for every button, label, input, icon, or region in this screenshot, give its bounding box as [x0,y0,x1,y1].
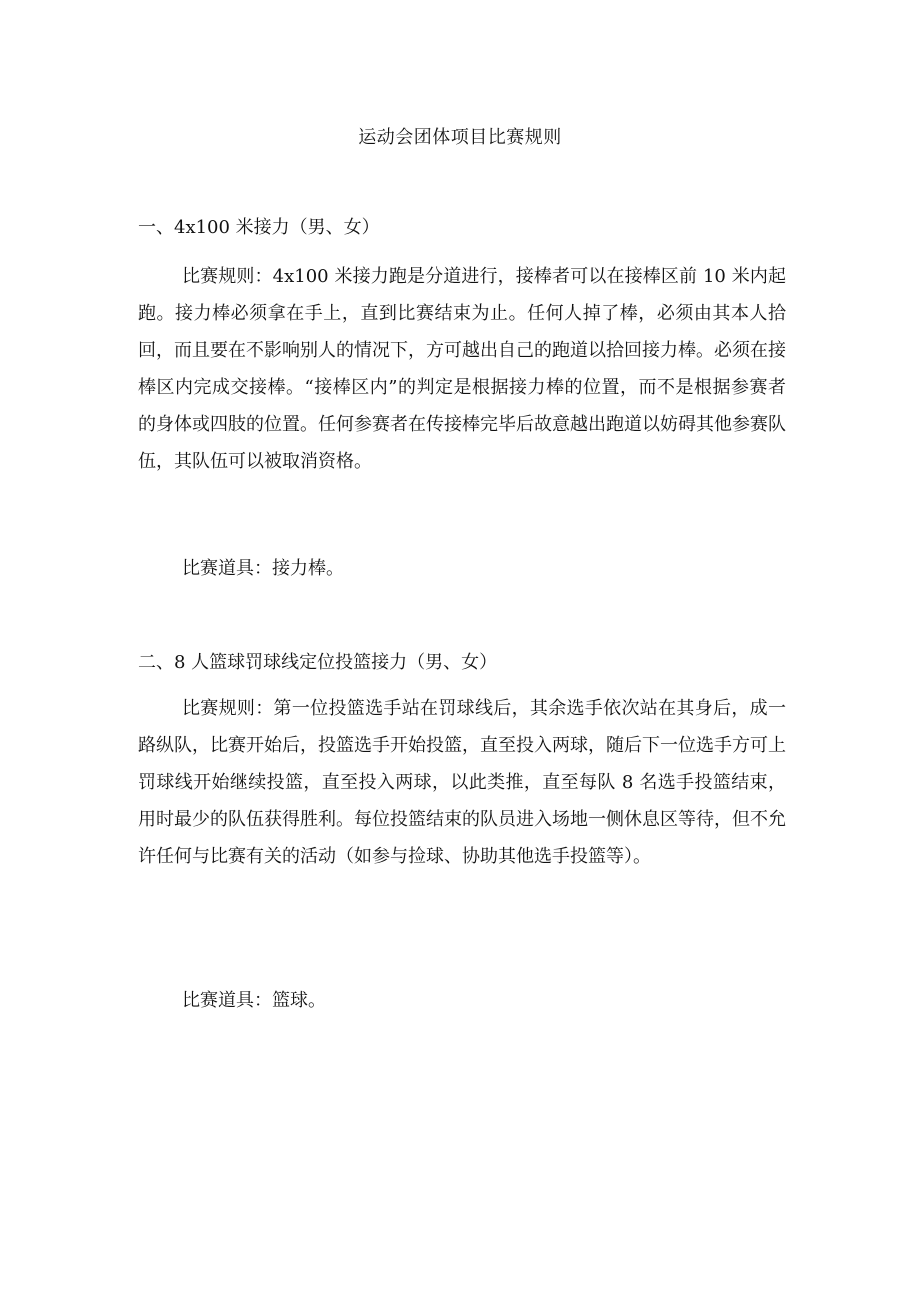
section-props-basketball: 比赛道具：篮球。 [182,990,326,1011]
section-props-relay: 比赛道具：接力棒。 [182,558,344,579]
document-title: 运动会团体项目比赛规则 [358,127,562,148]
section-rules-basketball: 比赛规则：第一位投篮选手站在罚球线后，其余选手依次站在其身后，成一路纵队，比赛开始后，投篮选手开始投篮，直至投入两球，随后下一位选手方可上罚球线开始继续投篮，直至投入两球，以此类推，直至每队 8 名选手投篮结束，用时最少的队伍获得胜利。每位投篮结束的队员进入场地一侧休息区等待，但不允许任何与比赛有关的活动（如参与捡球、协助其他选手投篮等）。 [138,698,786,867]
section-heading-relay: 一、4x100 米接力（男、女） [138,217,380,238]
section-heading-basketball: 二、8 人篮球罚球线定位投篮接力（男、女） [138,652,498,673]
section-rules-relay: 比赛规则：4x100 米接力跑是分道进行，接棒者可以在接棒区前 10 米内起跑。接力棒必须拿在手上，直到比赛结束为止。任何人掉了棒，必须由其本人拾回，而且要在不影响别人的情况下，方可越出自己的跑道以拾回接力棒。必须在接棒区内完成交接棒。“接棒区内”的判定是根据接力棒的位置，而不是根据参赛者的身体或四肢的位置。任何参赛者在传接棒完毕后故意越出跑道以妨碍其他参赛队伍，其队伍可以被取消资格。 [138,266,786,472]
